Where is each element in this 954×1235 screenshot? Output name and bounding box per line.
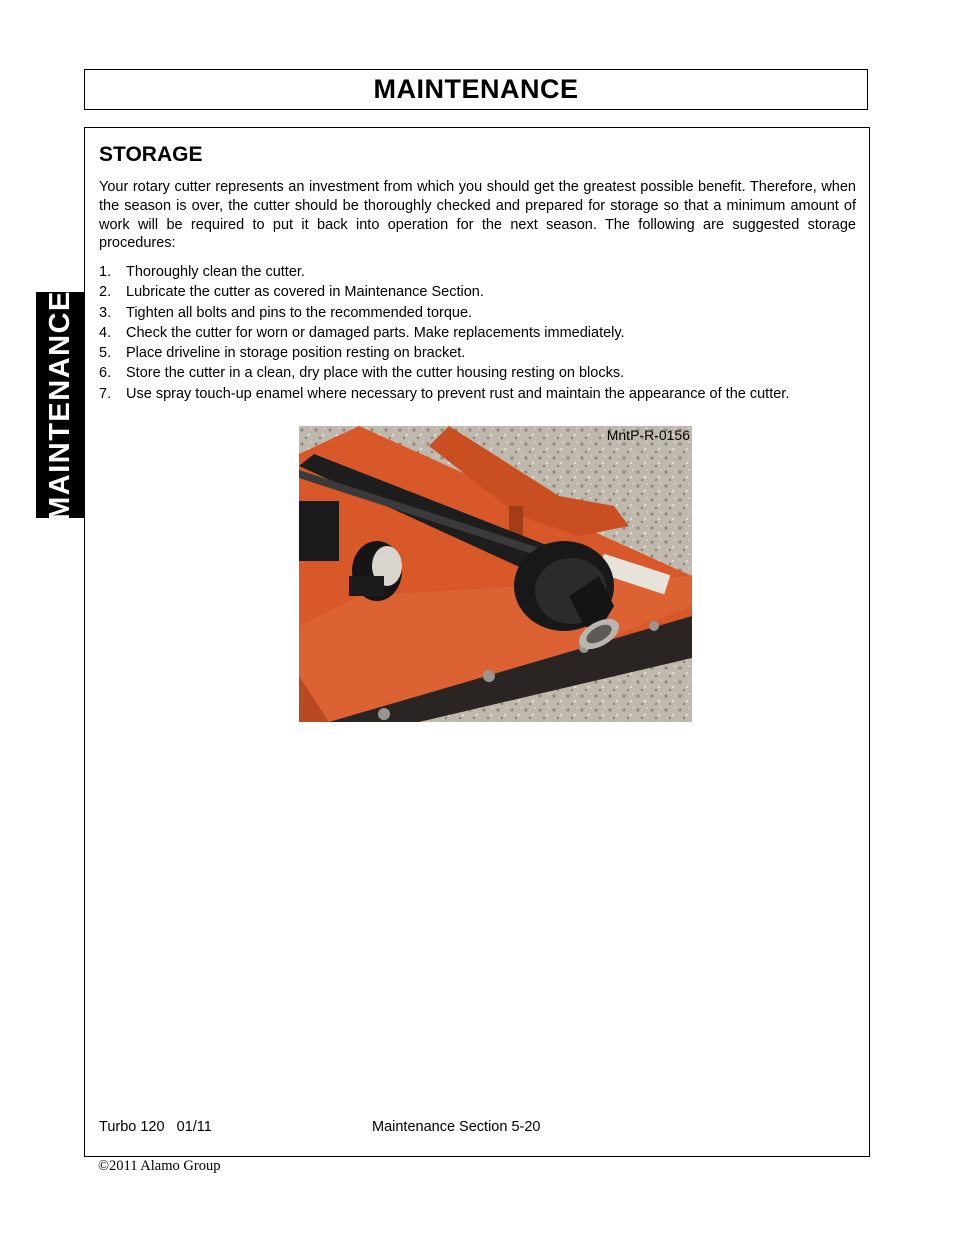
list-item (99, 384, 789, 404)
step-text: Thoroughly clean the cutter. (126, 264, 305, 280)
footer-model: Turbo 120 01/11 (99, 1119, 212, 1135)
list-item (99, 262, 789, 282)
step-text: Store the cutter in a clean, dry place with the cutter housing resting on blocks. (126, 365, 625, 382)
step-text: Place driveline in storage position resting on bracket. (126, 345, 466, 362)
photo-illustration (299, 426, 692, 722)
storage-steps-list (99, 262, 789, 404)
cutter-driveline-photo (299, 426, 692, 722)
figure-label: MntP-R-0156 (606, 427, 690, 443)
step-text: Lubricate the cutter as covered in Maintenance Section. (126, 284, 484, 301)
list-item (99, 282, 789, 302)
step-number: 7. (99, 385, 112, 402)
list-item (99, 363, 789, 383)
step-text: Tighten all bolts and pins to the recommended torque. (126, 304, 473, 321)
page-header (84, 69, 868, 110)
step-number: 4. (99, 324, 112, 341)
step-number: 2. (99, 284, 112, 301)
step-number: 6. (99, 365, 112, 382)
step-number: 1. (99, 264, 112, 280)
section-title: STORAGE (99, 143, 203, 166)
step-text: Use spray touch-up enamel where necessary to prevent rust and maintain the appearance of the cutter. (126, 385, 790, 402)
list-item (99, 323, 789, 343)
side-tab-label: MAINTENANCE (43, 289, 76, 521)
step-text: Check the cutter for worn or damaged parts. Make replacements immediately. (126, 324, 625, 341)
footer-section: Maintenance Section 5-20 (372, 1119, 541, 1135)
intro-paragraph: Your rotary cutter represents an investment from which you should get the greatest possible benefit. Therefore, when the season is over, the cutter should be thoroughly checked and prepared for storage so that a minimum amount of work will be required to put it back into operation for the next season. The following are suggested storage procedures: (99, 179, 856, 252)
list-item (99, 343, 789, 363)
header-title: MAINTENANCE (373, 74, 579, 104)
side-tab (36, 289, 84, 521)
step-number: 5. (99, 345, 112, 362)
list-item (99, 303, 789, 323)
step-number: 3. (99, 304, 112, 321)
copyright: ©2011 Alamo Group (98, 1158, 221, 1174)
content-box (84, 127, 870, 1157)
